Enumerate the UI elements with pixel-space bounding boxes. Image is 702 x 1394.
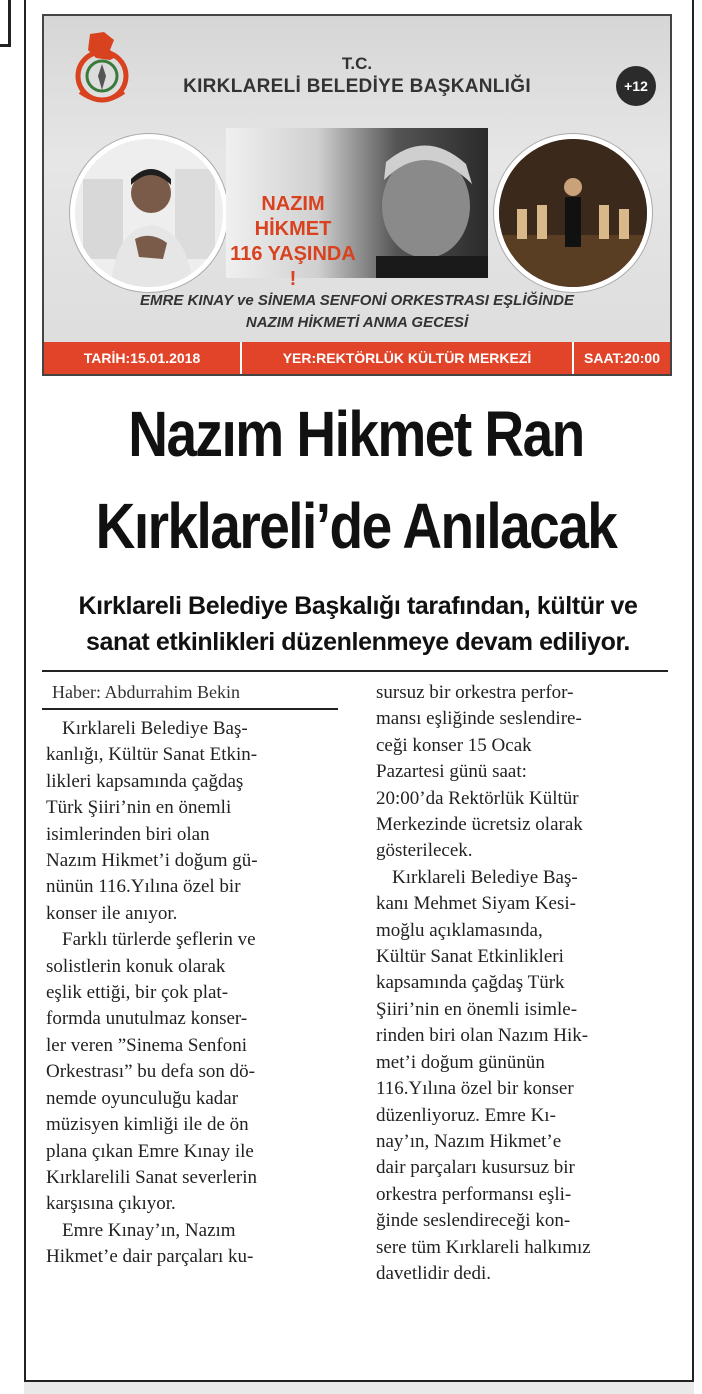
text-line: karşısına çıkıyor.: [46, 1193, 176, 1215]
byline-divider: [42, 708, 338, 710]
text-line: sursuz bir orkestra perfor-: [376, 682, 574, 703]
text-line: Kültür Sanat Etkinlikleri: [376, 946, 564, 968]
text-line: Pazartesi günü saat:: [376, 761, 527, 783]
event-date: TARİH:15.01.2018: [44, 342, 242, 374]
orchestra-photo: [494, 134, 652, 292]
poster-subline-2: NAZIM HİKMETİ ANMA GECESİ: [245, 314, 469, 331]
text-line: nemde oyunculuğu kadar: [46, 1087, 239, 1109]
text-line: met’i doğum gününün: [376, 1051, 545, 1073]
headline-line-2: Kırklareli’de Anılacak: [95, 490, 617, 562]
text-line: Merkezinde ücretsiz olarak: [376, 814, 583, 836]
poster-title: KIRKLARELİ BELEDİYE BAŞKANLIĞI: [183, 76, 531, 97]
paragraph: [46, 927, 342, 1217]
text-line: dair parçaları kusursuz bir: [376, 1157, 575, 1179]
text-line: düzenliyoruz. Emre Kı-: [376, 1104, 556, 1126]
deck-line-1: Kırklareli Belediye Başkalığı tarafından, kültür ve: [78, 592, 638, 620]
deck-line-2: sanat etkinlikleri düzenlenmeye devam ediliyor.: [86, 628, 630, 656]
text-line: ler veren ”Sinema Senfoni: [46, 1034, 248, 1056]
text-line: Hikmet’e dair parçaları ku-: [46, 1246, 254, 1268]
text-line: kanı Mehmet Siyam Kesi-: [376, 893, 576, 915]
text-line: nay’ın, Nazım Hikmet’e: [376, 1130, 562, 1152]
text-line: Kırklareli Belediye Baş-: [392, 866, 578, 888]
text-line: mansı eşliğinde seslendire-: [376, 708, 582, 730]
text-line: solistlerin konuk olarak: [46, 955, 226, 977]
text-line: Nazım Hikmet’i doğum gü-: [46, 850, 258, 872]
paragraph: [376, 865, 670, 1288]
age-rating-badge: +12: [616, 66, 656, 106]
text-line: 116.Yılına özel bir konser: [376, 1078, 574, 1100]
person-photo-icon: [75, 139, 223, 287]
deck-divider: [42, 670, 668, 672]
headline-line-1: Nazım Hikmet Ran: [128, 398, 584, 470]
text-line: kanlığı, Kültür Sanat Etkin-: [46, 744, 258, 766]
page-corner-mark: [0, 0, 11, 47]
text-line: rinden biri olan Nazım Hik-: [376, 1025, 589, 1047]
text-line: formda unutulmaz konser-: [46, 1008, 248, 1030]
text-line: konser ile anıyor.: [46, 902, 178, 924]
text-line: moğlu açıklamasında,: [376, 919, 543, 941]
text-line: 20:00’da Rektörlük Kültür: [376, 787, 579, 809]
text-line: kapsamında çağdaş Türk: [376, 972, 565, 994]
paragraph: [46, 716, 342, 927]
text-line: sere tüm Kırklareli halkımız: [376, 1236, 591, 1258]
text-line: davetlidir dedi.: [376, 1262, 492, 1284]
paragraph: [46, 1218, 342, 1271]
text-line: ğinde seslendireceği kon-: [376, 1210, 571, 1232]
paragraph: [376, 680, 670, 865]
text-line: Kırklarelili Sanat severlerin: [46, 1166, 258, 1188]
poster-tc: T.C.: [341, 54, 373, 73]
text-line: gösterilecek.: [376, 840, 473, 862]
poster-subline-1: EMRE KINAY ve SİNEMA SENFONİ ORKESTRASI EŞLİĞİNDE: [140, 292, 574, 309]
text-line: Şiiri’nin en önemli isimle-: [376, 998, 578, 1020]
article-column-right: [376, 680, 670, 1287]
nazim-hikmet-badge: [230, 192, 356, 292]
text-line: Emre Kınay’ın, Nazım: [62, 1219, 236, 1241]
text-line: plana çıkan Emre Kınay ile: [46, 1140, 254, 1162]
article-deck: [40, 588, 676, 660]
text-line: nünün 116.Yılına özel bir: [46, 876, 241, 898]
article-headline: [81, 388, 631, 572]
nazim-line-1: NAZIM: [261, 193, 325, 215]
event-time: SAAT:20:00: [584, 350, 660, 366]
text-line: isimlerinden biri olan: [46, 823, 210, 845]
poster-info-bar: [44, 342, 670, 374]
text-line: Türk Şiiri’nin en önemli: [46, 797, 232, 819]
text-line: müzisyen kimliği ile de ön: [46, 1114, 249, 1136]
text-line: orkestra performansı eşli-: [376, 1183, 572, 1205]
text-line: ceği konser 15 Ocak: [376, 734, 532, 756]
nazim-line-2: HİKMET: [254, 218, 332, 240]
emre-kinay-photo: [70, 134, 228, 292]
nazim-line-3: 116 YAŞINDA !: [230, 243, 356, 290]
text-line: Farklı türlerde şeflerin ve: [62, 929, 256, 951]
text-line: likleri kapsamında çağdaş: [46, 770, 244, 792]
event-place: YER:REKTÖRLÜK KÜLTÜR MERKEZİ: [242, 342, 574, 374]
orchestra-photo-icon: [499, 139, 647, 287]
text-line: Orkestrası” bu defa son dö-: [46, 1061, 255, 1083]
event-poster: [42, 14, 672, 376]
text-line: Kırklareli Belediye Baş-: [62, 718, 248, 739]
byline: Haber: Abdurrahim Bekin: [52, 682, 240, 702]
article-column-left: [46, 716, 342, 1271]
text-line: eşlik ettiği, bir çok plat-: [46, 982, 229, 1004]
